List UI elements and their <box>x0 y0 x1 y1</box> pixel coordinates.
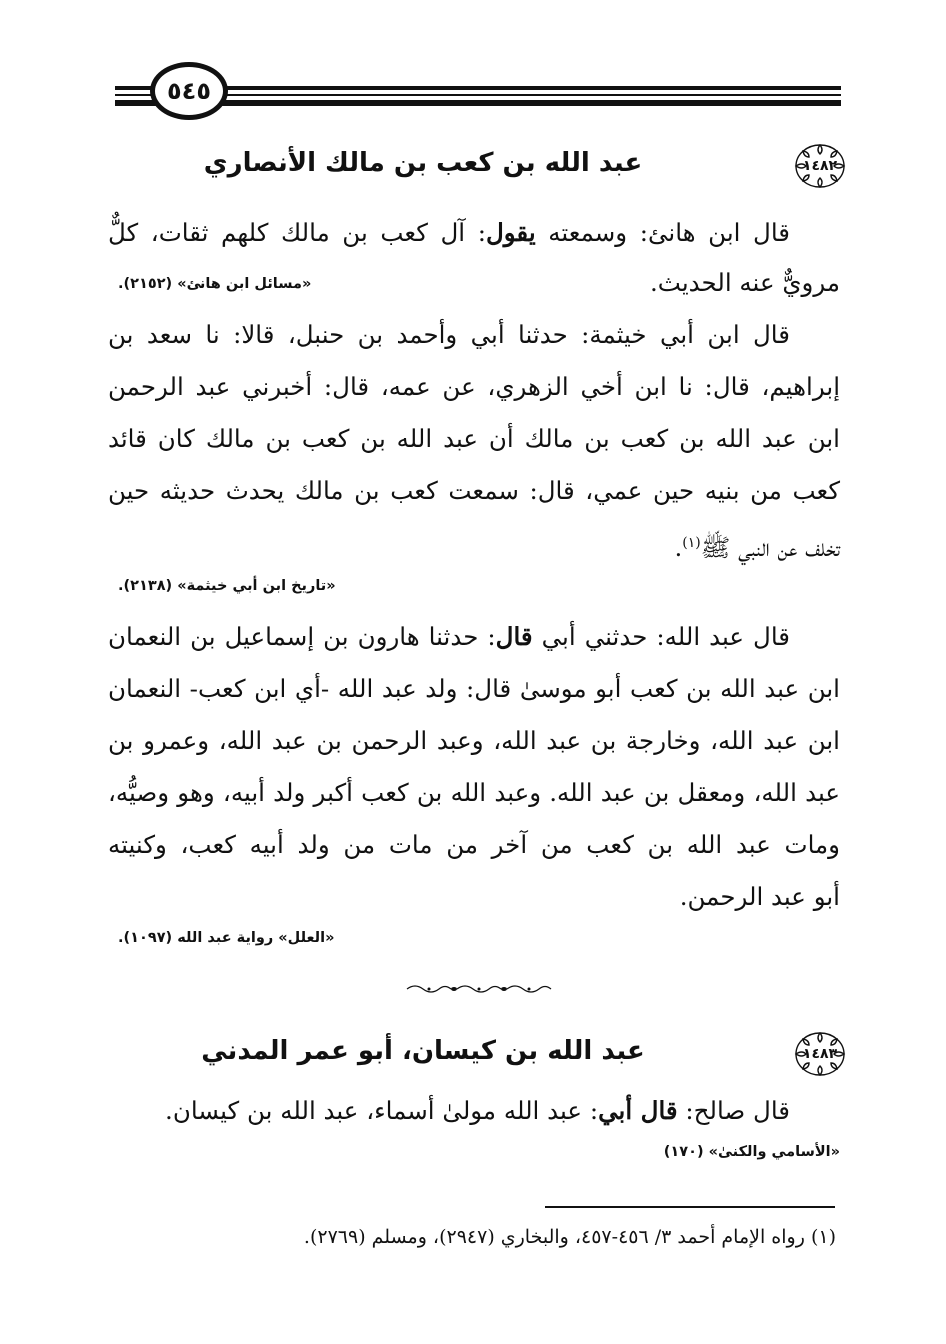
text-line: قال صالح: قال أبي: عبد الله مولىٰ أسماء، عبد الله بن كيسان. <box>165 1096 790 1125</box>
text-line: مرويٌّ عنه الحديث. <box>650 268 840 297</box>
footnote-number: (١) <box>810 1226 836 1248</box>
page-number: ٥٤٥ <box>150 62 228 120</box>
footnote-rule <box>545 1206 835 1208</box>
text-line: قال عبد الله: حدثني أبي قال: حدثنا هارون بن إسماعيل بن النعمان <box>108 622 790 651</box>
source-citation: «تاريخ ابن أبي خيثمة» (٢١٣٨). <box>118 578 336 594</box>
source-citation: «العلل» رواية عبد الله (١٠٩٧). <box>118 930 335 946</box>
entry-heading <box>110 1030 846 1080</box>
entry-number: ١٤٨٣ <box>802 1046 838 1062</box>
text-line: ابن عبد الله بن كعب أبو موسىٰ قال: ولد عبد الله -أي ابن كعب- النعمان <box>108 674 840 703</box>
text-line: قال ابن أبي خيثمة: حدثنا أبي وأحمد بن حنبل، قالا: نا سعد بن <box>108 320 790 349</box>
footnote-marker: (١) <box>682 535 701 551</box>
source-citation: «الأسامي والكنىٰ» (١٧٠) <box>663 1144 840 1160</box>
text-line: ابن عبد الله بن كعب بن مالك أن عبد الله بن كعب بن مالك كان قائد <box>108 424 840 453</box>
entry-heading <box>110 142 846 192</box>
text-line: أبو عبد الرحمن. <box>679 882 840 911</box>
footnote <box>304 1226 836 1248</box>
text-line: ومات عبد الله بن كعب من آخر من مات من ولد أبيه كعب، وكنيته <box>108 830 840 859</box>
entry-title: عبد الله بن كعب بن مالك الأنصاري <box>203 148 643 178</box>
entry-number-badge <box>794 142 846 190</box>
footnote-text: رواه الإمام أحمد ٣/ ٤٥٦-٤٥٧، والبخاري (٢٩٤٧)، ومسلم (٢٧٦٩). <box>303 1226 805 1248</box>
entry-number-badge <box>794 1030 846 1078</box>
ornament-divider-icon <box>405 982 553 996</box>
text-line: عبد الله، ومعقل بن عبد الله. وعبد الله بن كعب أكبر ولد أبيه، وهو وصيُّه، <box>108 778 840 807</box>
text-line: كعب من بنيه حين عمي، قال: سمعت كعب بن مالك يحدث حديثه حين <box>108 476 840 505</box>
text-line: إبراهيم، قال: نا ابن أخي الزهري، عن عمه، قال: أخبرني عبد الرحمن <box>108 372 840 401</box>
source-citation: «مسائل ابن هانئ» (٢١٥٢). <box>118 276 312 292</box>
entry-title: عبد الله بن كيسان، أبو عمر المدني <box>201 1036 645 1066</box>
text-line: ابن عبد الله، وخارجة بن عبد الله، وعبد الرحمن بن عبد الله، وعمرو بن <box>108 726 840 755</box>
text-line: قال ابن هانئ: وسمعته يقول: آل كعب بن مالك كلهم ثقات، كلٌّ <box>108 218 791 247</box>
text-line: تخلف عن النبي ﷺ$^{(١)}$. <box>674 533 840 563</box>
entry-number: ١٤٨٢ <box>802 158 838 174</box>
